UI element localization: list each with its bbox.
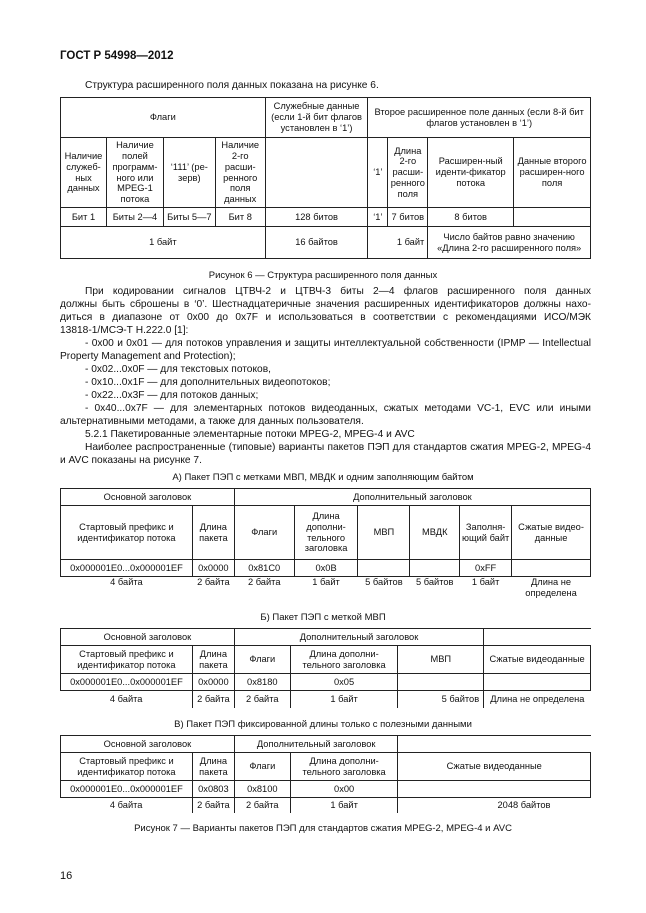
fig7c-size: 2 байта [192,798,234,813]
fig7b-size: 5 байтов [398,691,484,708]
document-header: ГОСТ Р 54998—2012 [60,50,174,62]
list-item: альтернативными методами, а также для данных пользователя. [60,416,364,427]
fig7a-val [358,560,410,577]
list-item: - 0x00 и 0x01 — для потоков управления и защиты интеллектуальной собственности (IPMP — Intellectual [85,338,591,349]
fig6-bytes: 1 байт [368,227,428,259]
fig7c-size: 1 байт [290,798,398,813]
fig7c-size: 4 байта [61,798,193,813]
fig7c-val: 0x00 [290,781,398,798]
fig7a-size: 5 байтов [416,577,454,587]
fig7c-group-main: Основной заголовок [61,736,235,753]
fig7b-table [60,628,591,708]
fig6-bits: ‘1’ [368,208,388,227]
fig7a-val: 0x0000 [192,560,234,577]
list-item: - 0x22...0x3F — для потоков данных; [85,390,259,401]
fig7a-size: 2 байта [247,577,281,587]
fig7c-head: Длина пакета [192,753,234,781]
fig6-second-header: Второе расширенное поле данных (если 8-й бит флагов установлен в ‘1’) [368,98,591,138]
fig7a-val: 0x000001E0...0x000001EF [61,560,193,577]
fig7a-head: Длина пакета [192,506,234,560]
fig7b-val: 0x0000 [192,674,234,691]
fig6-table [60,97,591,259]
fig6-bits: Биты 2—4 [106,208,163,227]
list-item: - 0x40...0x7F — для элементарных потоков видеоданных, сжатых методами VC-1, EVC или иными [85,403,591,414]
fig7a-size: 5 байтов [365,577,403,587]
fig6-col4: Наличие 2-го расши-ренного поля данных [215,138,265,208]
fig6-col1: Наличие служеб-ных данных [61,138,107,208]
fig7c-table [60,735,591,813]
page-number: 16 [60,870,73,882]
fig7c-val [398,781,591,798]
fig7a-head: МВП [358,506,410,560]
paragraph-line: Наиболее распространенные (типовые) варианты пакетов ПЭП для стандартов сжатия MPEG-2, MPEG-4 [85,442,591,453]
intro-text: Структура расширенного поля данных показана на рисунке 6. [85,80,379,91]
fig7b-val [484,674,591,691]
section-heading: 5.2.1 Пакетированные элементарные потоки MPEG-2, MPEG-4 и AVC [85,429,415,440]
fig7b-val: 0x05 [290,674,398,691]
list-item: Property Management and Protection); [60,351,236,362]
fig7-caption: Рисунок 7 — Варианты пакетов ПЭП для стандартов сжатия MPEG-2, MPEG-4 и AVC [134,823,512,834]
fig7b-head: МВП [398,646,484,674]
fig7b-size: 1 байт [290,691,398,708]
fig7a-head: МВДК [410,506,460,560]
fig7a-val: 0x0B [294,560,358,577]
fig7a-head: Стартовый префикс и идентификатор потока [61,506,193,560]
fig6-bits: Бит 1 [61,208,107,227]
fig7c-title: В) Пакет ПЭП фиксированной длины только с полезными данными [174,719,472,730]
fig7c-val: 0x0803 [192,781,234,798]
fig6-col2: Наличие полей программ-ного или MPEG-1 потока [106,138,163,208]
fig6-col8: Расширен-ный иденти-фикатор потока [428,138,514,208]
fig7a-val: 0xFF [460,560,512,577]
fig7c-head: Длина дополни-тельного заголовка [290,753,398,781]
paragraph-line: должны быть сброшены в ‘0’. Шестнадцатеричные значения расширенных идентификаторов должны нахо- [60,299,591,310]
fig6-bytes: 1 байт [61,227,266,259]
fig7a-size: 4 байта [110,577,143,587]
fig6-bits: Биты 5—7 [163,208,215,227]
fig7b-size: 2 байта [192,691,234,708]
fig7a-val [512,560,591,577]
fig7b-title: Б) Пакет ПЭП с меткой МВП [260,612,386,623]
fig7a-val: 0x81C0 [234,560,294,577]
fig7a-val [410,560,460,577]
fig7b-head: Флаги [234,646,290,674]
fig7b-head: Длина дополни-тельного заголовка [290,646,398,674]
fig6-bytes: 16 байтов [265,227,368,259]
fig6-bits: 8 битов [428,208,514,227]
fig6-caption: Рисунок 6 — Структура расширенного поля данных [208,270,438,281]
fig7b-val [398,674,484,691]
fig7b-val: 0x8180 [234,674,290,691]
fig7a-group-extra: Дополнительный заголовок [234,489,590,506]
fig7a-head: Длина дополни-тельного заголовка [294,506,358,560]
fig7c-size: 2048 байтов [398,798,591,813]
fig7c-val: 0x000001E0...0x000001EF [61,781,193,798]
fig6-col7: Длина 2-го расши-ренного поля [388,138,428,208]
list-item: - 0x02...0x0F — для текстовых потоков, [85,364,271,375]
fig7c-val: 0x8100 [234,781,290,798]
fig7a-size: 2 байта [197,577,230,587]
fig7a-size: 1 байт [312,577,340,587]
fig6-flags-header: Флаги [61,98,266,138]
fig7c-head: Сжатые видеоданные [398,753,591,781]
paragraph-line: 13818-1/МСЭ-Т Н.222.0 [1]: [60,325,189,336]
fig7b-size: 2 байта [234,691,290,708]
fig6-col3: ‘111’ (ре-зерв) [163,138,215,208]
fig7b-group-main: Основной заголовок [61,629,235,646]
fig7a-group-main: Основной заголовок [61,489,235,506]
fig7b-size: Длина не определена [484,691,591,708]
fig6-col9: Данные второго расширен-ного поля [514,138,591,208]
list-item: - 0x10...0x1F — для дополнительных видеопотоков; [85,377,331,388]
fig7a-head: Заполня-ющий байт [460,506,512,560]
fig6-service-header: Служебные данные (если 1-й бит флагов установлен в ‘1’) [265,98,368,138]
fig6-bits: 128 битов [265,208,368,227]
fig7a-table [60,488,591,601]
fig7a-size: 1 байт [471,577,500,587]
fig7b-head: Сжатые видеоданные [484,646,591,674]
fig6-bits: Бит 8 [215,208,265,227]
fig7b-head: Длина пакета [192,646,234,674]
paragraph-line: При кодировании сигналов ЦТВЧ-2 и ЦТВЧ-3 биты 2—4 флагов расширенного поля данных [85,286,591,297]
paragraph-line: и AVC показаны на рисунке 7. [60,455,202,466]
fig6-col6: ‘1’ [368,138,388,208]
fig7a-title: А) Пакет ПЭП с метками МВП, МВДК и одним заполняющим байтом [172,472,474,483]
paragraph-line: диться в диапазоне от 0x00 до 0x7F и использоваться в соответствии с рекомендациями ИСО/МЭК [60,312,591,323]
fig6-bytes-note: Число байтов равно значению «Длина 2-го расширенного поля» [428,227,591,259]
fig7a-head: Сжатые видео-данные [512,506,591,560]
fig7c-head: Флаги [234,753,290,781]
fig7c-head: Стартовый префикс и идентификатор потока [61,753,193,781]
fig6-col5 [265,138,368,208]
fig7a-size: Длина не определена [525,577,577,598]
fig7c-group-extra: Дополнительный заголовок [234,736,398,753]
fig7a-head: Флаги [234,506,294,560]
fig7b-val: 0x000001E0...0x000001EF [61,674,193,691]
fig7b-group-extra: Дополнительный заголовок [234,629,483,646]
fig7b-head: Стартовый префикс и идентификатор потока [61,646,193,674]
fig7c-size: 2 байта [234,798,290,813]
fig6-bits: 7 битов [388,208,428,227]
fig7b-size: 4 байта [61,691,193,708]
